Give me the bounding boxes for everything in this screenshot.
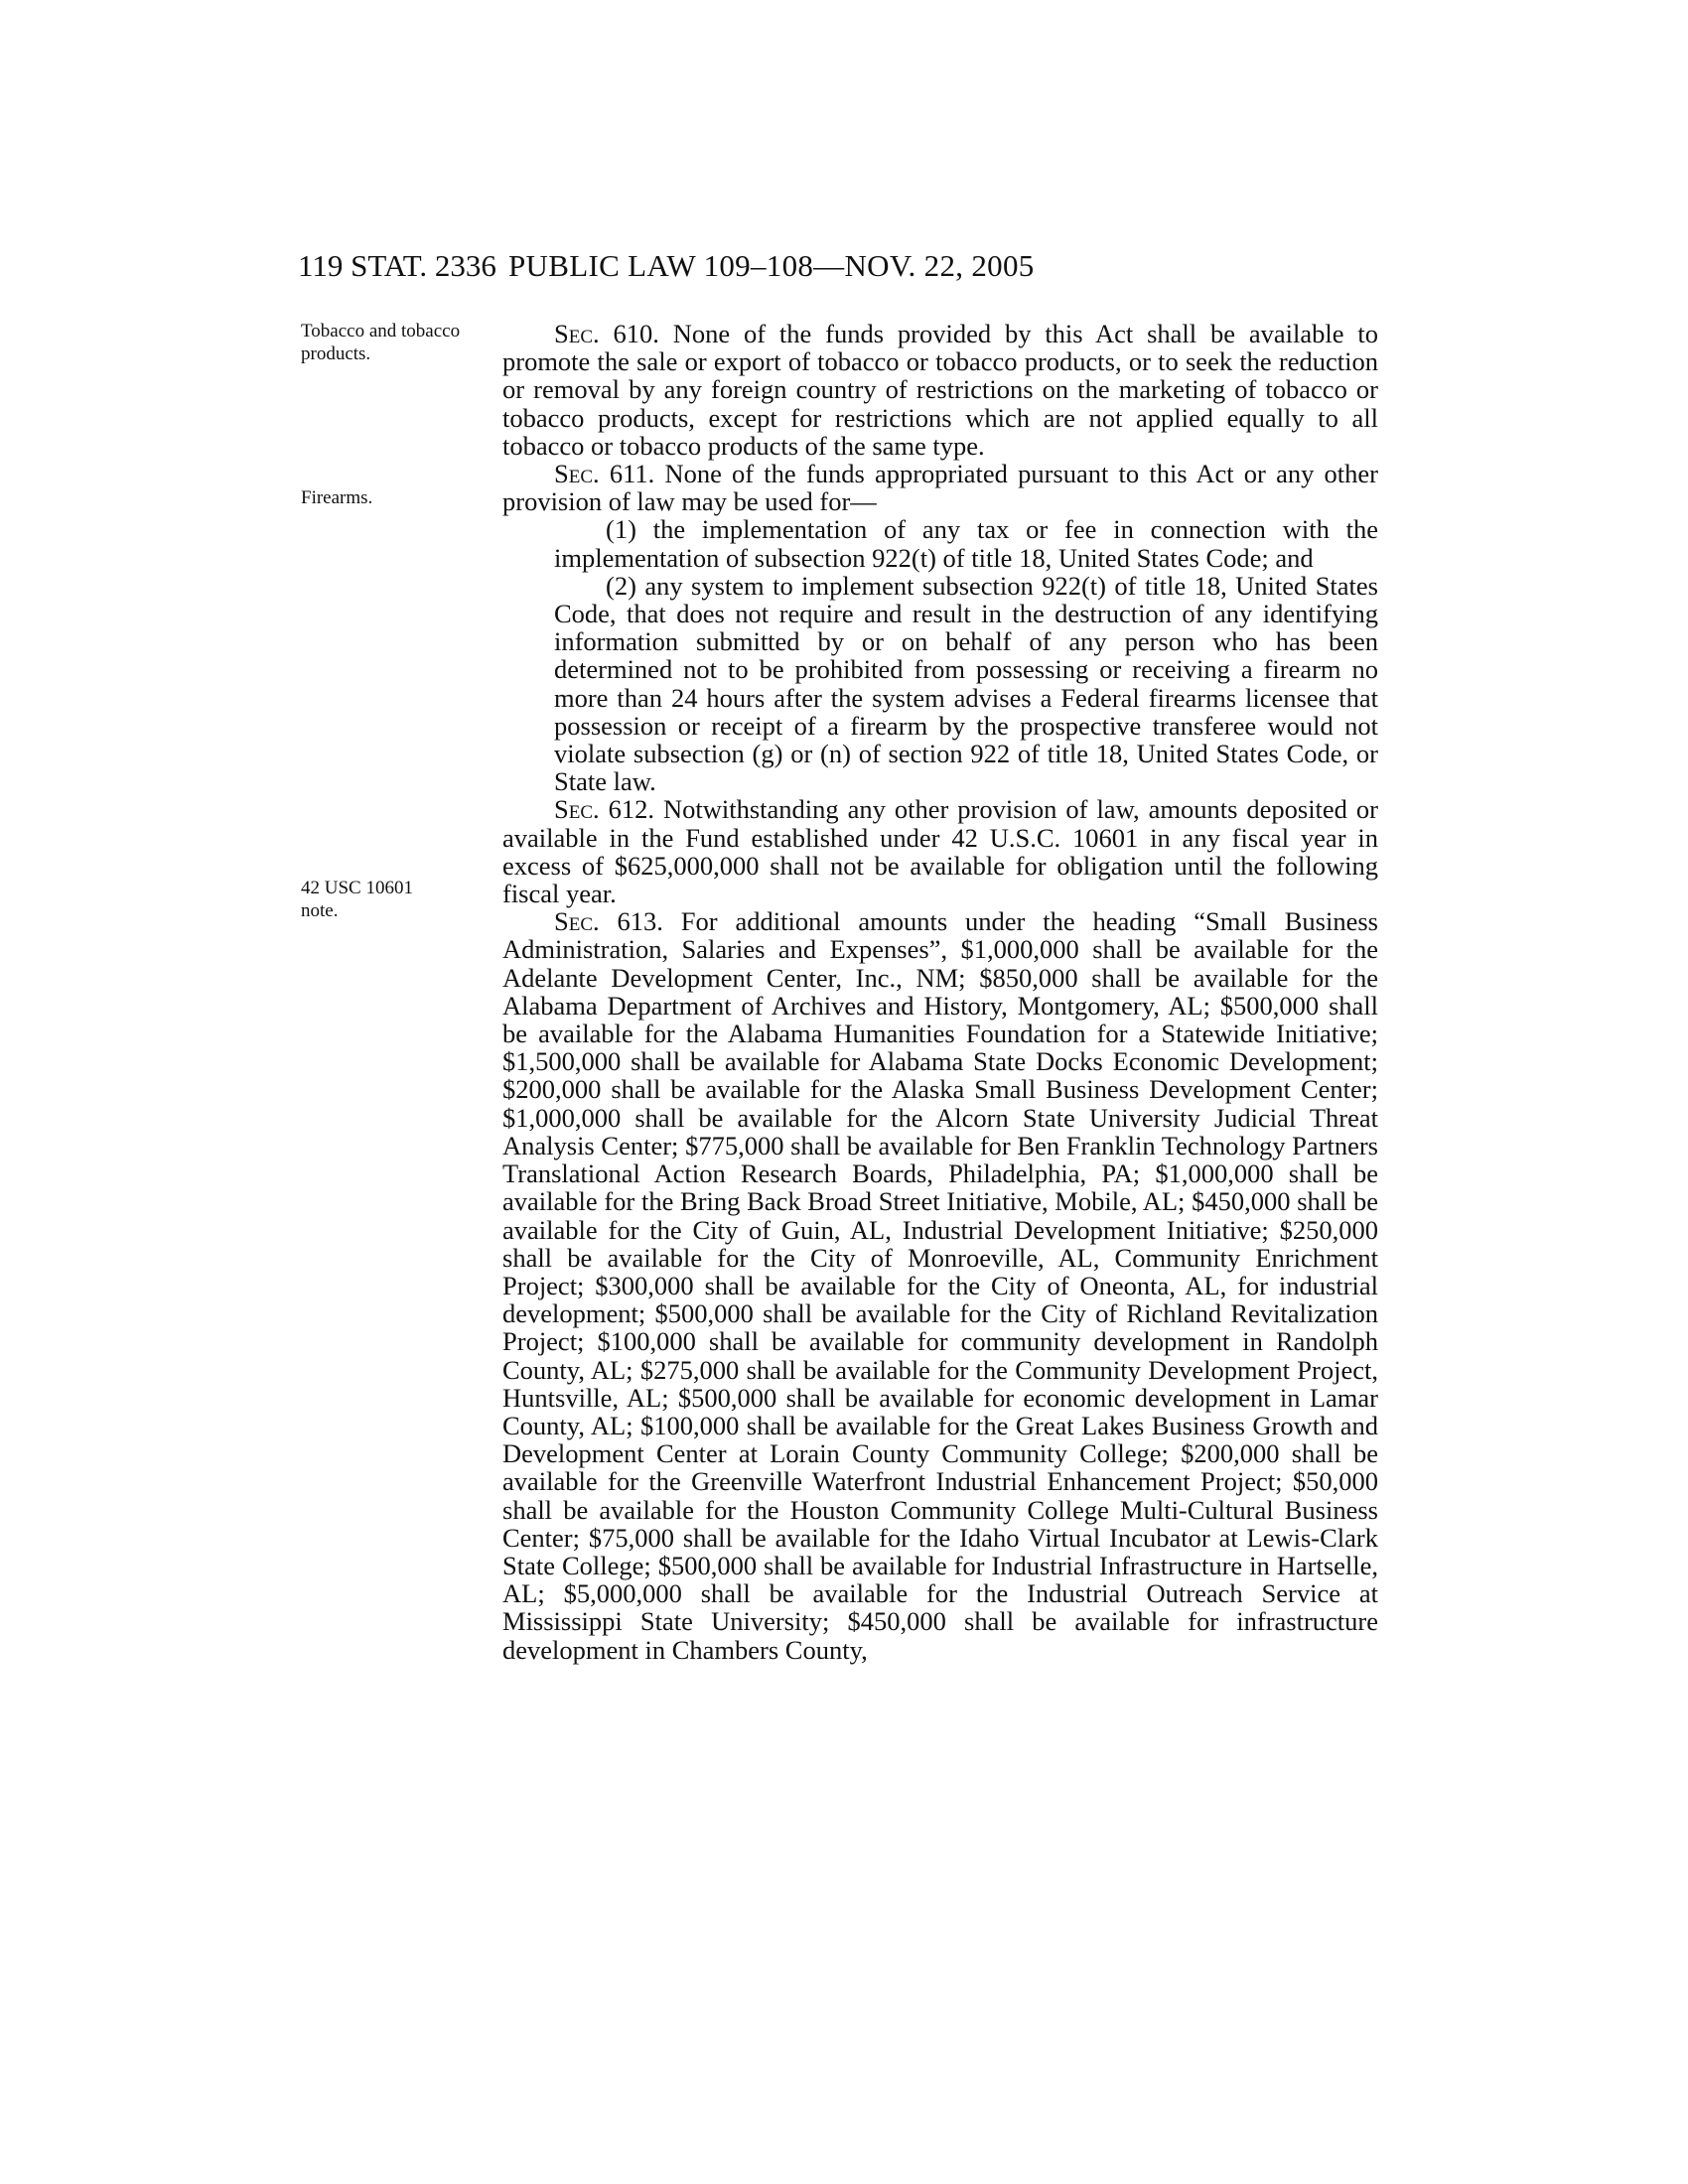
section-label: Sec. — [554, 319, 600, 348]
stat-citation: 119 STAT. 2336 — [298, 248, 496, 283]
section-text: 610. None of the funds provided by this Act shall be available to promote the sale or export of tobacco or tobacco products, or to seek the reduction or removal by any foreign country of restrictions on the marketing of tobacco or tobacco products, except for restrictions which are not applied equally to all tobacco or tobacco products of the same type. — [502, 319, 1378, 461]
section-610 — [502, 320, 1378, 460]
section-611-item-2: (2) any system to implement subsection 922(t) of title 18, United States Code, that does not require and result in the destruction of any identifying information submitted by or on behalf of any person who has been determined not to be prohibited from possessing or receiving a firearm no more than 24 hours after the system advises a Federal firearms licensee that possession or receipt of a firearm by the prospective transferee would not violate subsection (g) or (n) of section 922 of title 18, United States Code, or State law. — [554, 570, 1378, 797]
section-label: Sec. — [554, 459, 600, 489]
document-body — [502, 320, 1378, 1664]
margin-note-usc — [301, 877, 480, 922]
page-header — [0, 248, 1688, 288]
section-611 — [502, 460, 1378, 515]
section-611-item-1: (1) the implementation of any tax or fee in connection with the implementation of subsection 922(t) of title 18, United States Code; and — [554, 514, 1378, 573]
law-title: PUBLIC LAW 109–108—NOV. 22, 2005 — [508, 248, 1035, 283]
margin-note-usc-line1: 42 USC 10601 — [301, 878, 413, 898]
margin-note-usc-line2: note. — [301, 900, 339, 921]
section-label: Sec. — [554, 794, 600, 825]
margin-note-firearms: Firearms. — [301, 487, 373, 508]
section-text: 611. None of the funds appropriated pursuant to this Act or any other provision of law may be used for— — [502, 459, 1378, 517]
section-text: 612. Notwithstanding any other provision of law, amounts deposited or available in the Fund established under 42 U.S.C. 10601 in any fiscal year in excess of $625,000,000 shall not be available for obligation until the following fiscal year. — [502, 794, 1378, 909]
section-613 — [502, 907, 1378, 1663]
section-label: Sec. — [554, 906, 600, 937]
section-text: 613. For additional amounts under the heading “Small Business Administration, Salaries and Expenses”, $1,000,000 shall be available for the Adelante Development Center, Inc., NM; $850,000 shall be available for the Alabama Department of Archives and History, Montgomery, AL; $500,000 shall be available for the Alabama Humanities Foundation for a Statewide Initiative; $1,500,000 shall be available for Alabama State Docks Economic Development; $200,000 shall be available for the Alaska Small Business Development Center; $1,000,000 shall be available for the Alcorn State University Judicial Threat Analysis Center; $775,000 shall be available for Ben Franklin Technology Partners Translational Action Research Boards, Philadelphia, PA; $1,000,000 shall be available for the Bring Back Broad Street Initiative, Mobile, AL; $450,000 shall be available for the City of Guin, AL, Industrial Development Initiative; $250,000 shall be available for the City of Monroeville, AL, Community Enrichment Project; $300,000 shall be available for the City of Oneonta, AL, for industrial development; $500,000 shall be available for the City of Richland Revitalization Project; $100,000 shall be available for community development in Randolph County, AL; $275,000 shall be available for the Community Development Project, Huntsville, AL; $500,000 shall be available for economic development in Lamar County, AL; $100,000 shall be available for the Great Lakes Business Growth and Development Center at Lorain County Community College; $200,000 shall be available for the Greenville Waterfront Industrial Enhancement Project; $50,000 shall be available for the Houston Community College Multi-Cultural Business Center; $75,000 shall be available for the Idaho Virtual Incubator at Lewis-Clark State College; $500,000 shall be available for Industrial Infrastructure in Hartselle, AL; $5,000,000 shall be available for the Industrial Outreach Service at Mississippi State University; $450,000 shall be available for infrastructure development in Chambers County, — [502, 906, 1378, 1665]
margin-note-tobacco: Tobacco and tobacco products. — [301, 321, 461, 364]
section-612 — [502, 795, 1378, 907]
